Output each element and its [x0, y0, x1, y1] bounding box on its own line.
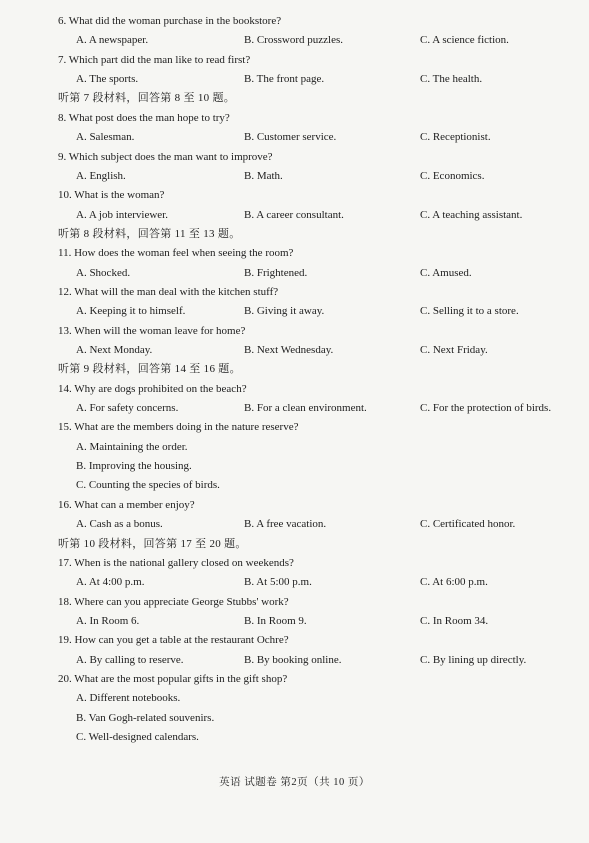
option-c: C. Certificated honor.	[420, 518, 516, 531]
question-stem	[0, 148, 589, 166]
section-instruction-text: 听第 7 段材料，回答第 8 至 10 题。	[58, 92, 236, 105]
option-c: C. Next Friday.	[420, 344, 488, 356]
question-stem	[0, 322, 589, 340]
question-stem	[0, 670, 589, 688]
option-b: B. In Room 9.	[244, 614, 307, 627]
question-text: 12. What will the man deal with the kitchen stuff?	[58, 285, 279, 298]
question-text: 13. When will the woman leave for home?	[58, 324, 246, 337]
question-text: 10. What is the woman?	[58, 189, 165, 202]
question-text: 18. Where can you appreciate George Stubbs' work?	[58, 595, 289, 608]
options-row	[0, 31, 589, 49]
option-b: B. Giving it away.	[244, 305, 325, 318]
question-stem	[0, 186, 589, 204]
option-line	[0, 689, 589, 707]
option-b: B. Next Wednesday.	[244, 344, 334, 356]
question-stem	[0, 244, 589, 262]
option-b: B. By booking online.	[244, 653, 342, 666]
option-a: A. At 4:00 p.m.	[76, 576, 145, 589]
option-a: A. Salesman.	[76, 131, 135, 144]
options-row	[0, 70, 589, 88]
option-line	[0, 476, 589, 494]
option-b: B. Crossword puzzles.	[244, 34, 343, 47]
options-row	[0, 399, 589, 417]
option-b: B. For a clean environment.	[244, 402, 367, 414]
question-stem	[0, 631, 589, 649]
option-c: C. A science fiction.	[420, 34, 509, 47]
question-stem	[0, 554, 589, 572]
question-text: 14. Why are dogs prohibited on the beach?	[58, 382, 247, 395]
option-c: C. At 6:00 p.m.	[420, 576, 488, 589]
option-a: A. By calling to reserve.	[76, 653, 184, 666]
question-stem	[0, 109, 589, 127]
option-a: A. A newspaper.	[76, 34, 149, 47]
options-row	[0, 651, 589, 669]
option-c: C. The health.	[420, 73, 483, 86]
option-text: B. Improving the housing.	[76, 460, 192, 473]
option-b: B. Customer service.	[244, 131, 337, 144]
option-a: A. The sports.	[76, 73, 139, 86]
question-stem	[0, 593, 589, 611]
page-footer: 英语 试题卷 第2页（共 10 页）	[219, 777, 370, 788]
option-line	[0, 728, 589, 746]
section-instruction-text: 听第 10 段材料，回答第 17 至 20 题。	[58, 537, 247, 550]
question-stem	[0, 496, 589, 514]
option-c: C. For the protection of birds.	[420, 402, 552, 414]
option-a: A. Next Monday.	[76, 344, 153, 356]
section-instruction	[0, 89, 589, 107]
option-text: C. Well-designed calendars.	[76, 731, 199, 743]
question-stem	[0, 283, 589, 301]
option-b: B. The front page.	[244, 73, 325, 86]
option-c: C. Selling it to a store.	[420, 305, 519, 318]
options-row	[0, 515, 589, 533]
option-a: A. In Room 6.	[76, 614, 140, 627]
question-text: 11. How does the woman feel when seeing the room?	[58, 247, 294, 260]
question-text: 7. Which part did the man like to read first?	[58, 53, 251, 66]
options-row	[0, 206, 589, 224]
question-text: 9. Which subject does the man want to improve?	[58, 150, 273, 163]
question-stem	[0, 380, 589, 398]
options-row	[0, 167, 589, 185]
section-instruction-text: 听第 9 段材料，回答第 14 至 16 题。	[58, 363, 241, 376]
options-row	[0, 573, 589, 591]
option-a: A. English.	[76, 169, 126, 182]
options-row	[0, 128, 589, 146]
options-row	[0, 341, 589, 359]
question-text: 8. What post does the man hope to try?	[58, 111, 230, 124]
question-text: 16. What can a member enjoy?	[58, 498, 195, 511]
section-instruction	[0, 225, 589, 243]
option-text: A. Different notebooks.	[76, 692, 181, 705]
option-b: B. A career consultant.	[244, 208, 344, 221]
question-text: 6. What did the woman purchase in the bookstore?	[58, 15, 282, 27]
section-instruction	[0, 535, 589, 553]
option-c: C. Receptionist.	[420, 131, 491, 144]
option-text: A. Maintaining the order.	[76, 440, 188, 453]
option-a: A. Cash as a bonus.	[76, 518, 163, 531]
question-text: 20. What are the most popular gifts in the gift shop?	[58, 672, 288, 685]
option-a: A. Shocked.	[76, 266, 131, 279]
options-row	[0, 302, 589, 320]
options-row	[0, 264, 589, 282]
option-c: C. Amused.	[420, 266, 472, 279]
option-b: B. Math.	[244, 169, 283, 182]
option-line	[0, 709, 589, 727]
question-text: 17. When is the national gallery closed on weekends?	[58, 556, 294, 569]
option-text: B. Van Gogh-related souvenirs.	[76, 711, 215, 724]
option-line	[0, 457, 589, 475]
option-c: C. Economics.	[420, 169, 485, 182]
section-instruction	[0, 360, 589, 378]
option-line	[0, 438, 589, 456]
section-instruction-text: 听第 8 段材料，回答第 11 至 13 题。	[58, 227, 241, 240]
option-b: B. At 5:00 p.m.	[244, 576, 312, 589]
option-c: C. A teaching assistant.	[420, 208, 523, 221]
option-a: A. Keeping it to himself.	[76, 305, 186, 318]
question-stem	[0, 12, 589, 30]
question-text: 19. How can you get a table at the restaurant Ochre?	[58, 634, 289, 647]
option-a: A. A job interviewer.	[76, 208, 168, 221]
option-a: A. For safety concerns.	[76, 402, 179, 414]
option-b: B. Frightened.	[244, 266, 308, 279]
question-stem	[0, 51, 589, 69]
options-row	[0, 612, 589, 630]
question-stem	[0, 418, 589, 436]
option-text: C. Counting the species of birds.	[76, 479, 220, 492]
question-text: 15. What are the members doing in the nature reserve?	[58, 421, 299, 434]
option-b: B. A free vacation.	[244, 518, 327, 531]
option-c: C. In Room 34.	[420, 614, 489, 627]
option-c: C. By lining up directly.	[420, 653, 527, 666]
